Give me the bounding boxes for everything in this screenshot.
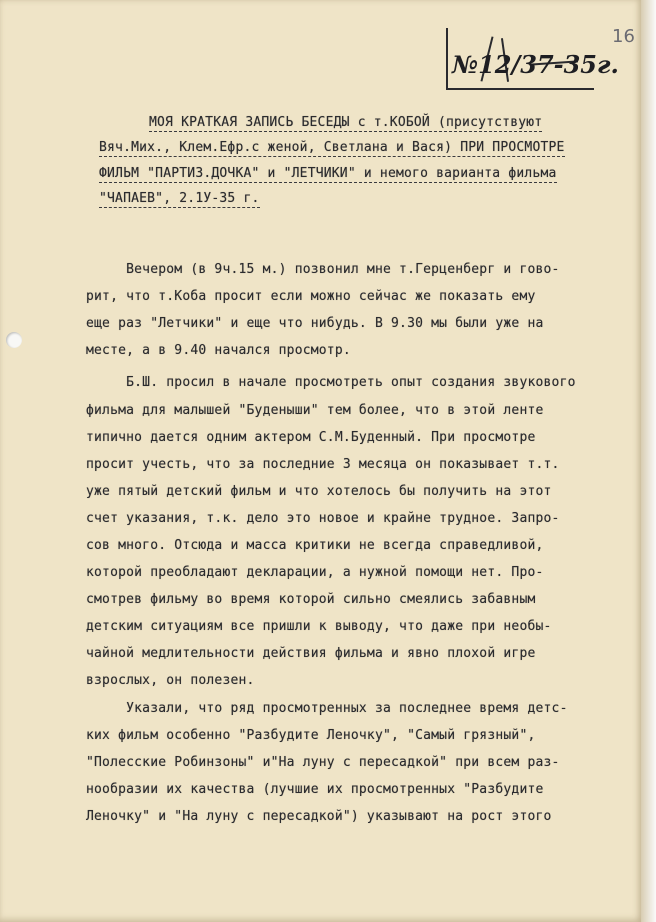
body-line: смотрев фильму во время которой сильно смеялись забавным: [86, 592, 536, 607]
body-line: еще раз "Летчики" и еще что нибудь. В 9.30 мы были уже на: [86, 316, 544, 331]
body-line: просит учесть, что за последние 3 месяца он показывает т.т.: [86, 457, 560, 472]
body-line: которой преобладают декларации, а нужной помощи нет. Про-: [86, 565, 544, 580]
body-line: типично дается одним актером С.М.Буденный. При просмотре: [86, 430, 536, 445]
stamp-number: №12/37-35г.: [452, 50, 619, 79]
body-line: сов много. Отсюда и масса критики не всегда справедливой,: [86, 538, 544, 553]
body-line: Указали, что ряд просмотренных за последнее время детс-: [86, 701, 568, 716]
body-line: Вечером (в 9ч.15 м.) позвонил мне т.Герценберг и гово-: [86, 262, 560, 277]
body-line: "Полесские Робинзоны" и"На луну с пересадкой" при всем раз-: [86, 755, 560, 770]
body-line: фильма для малышей "Буденыши" тем более, что в этой ленте: [86, 403, 544, 418]
body-line: чайной медлительности действия фильма и явно плохой игре: [86, 646, 536, 661]
body-line: нообразии их качества (лучшие их просмотренных "Разбудите: [86, 782, 544, 797]
heading-line: Вяч.Мих., Клем.Ефр.с женой, Светлана и Вася) ПРИ ПРОСМОТРЕ: [99, 140, 565, 155]
body-line: Леночку" и "На луну с пересадкой") указывают на рост этого: [86, 809, 552, 824]
body-line: ких фильм особенно "Разбудите Леночку", "Самый грязный",: [86, 728, 536, 743]
body-line: рит, что т.Коба просит если можно сейчас же показать ему: [86, 289, 536, 304]
registration-stamp: [446, 28, 619, 90]
page-edge: [641, 0, 656, 922]
body-line: детским ситуациям все пришли к выводу, что даже при необы-: [86, 619, 552, 634]
body-line: месте, а в 9.40 начался просмотр.: [86, 343, 351, 358]
heading-line: "ЧАПАЕВ", 2.1У-35 г.: [99, 191, 260, 206]
folio-number: 16: [612, 26, 635, 47]
body-line: взрослых, он полезен.: [86, 673, 255, 688]
body-line: уже пятый детский фильм и что хотелось бы получить на этот: [86, 484, 552, 499]
body-line: счет указания, т.к. дело это новое и крайне трудное. Запро-: [86, 511, 560, 526]
body-line: Б.Ш. просил в начале просмотреть опыт создания звукового: [86, 375, 576, 390]
stamp-frame-left: [446, 28, 448, 90]
stamp-frame-bottom: [446, 88, 594, 90]
punch-hole: [6, 332, 22, 348]
heading-line: МОЯ КРАТКАЯ ЗАПИСЬ БЕСЕДЫ с т.КОБОЙ (присутствуют: [149, 115, 543, 130]
heading-line: ФИЛЬМ "ПАРТИЗ.ДОЧКА" и "ЛЕТЧИКИ" и немого варианта фильма: [99, 166, 557, 181]
